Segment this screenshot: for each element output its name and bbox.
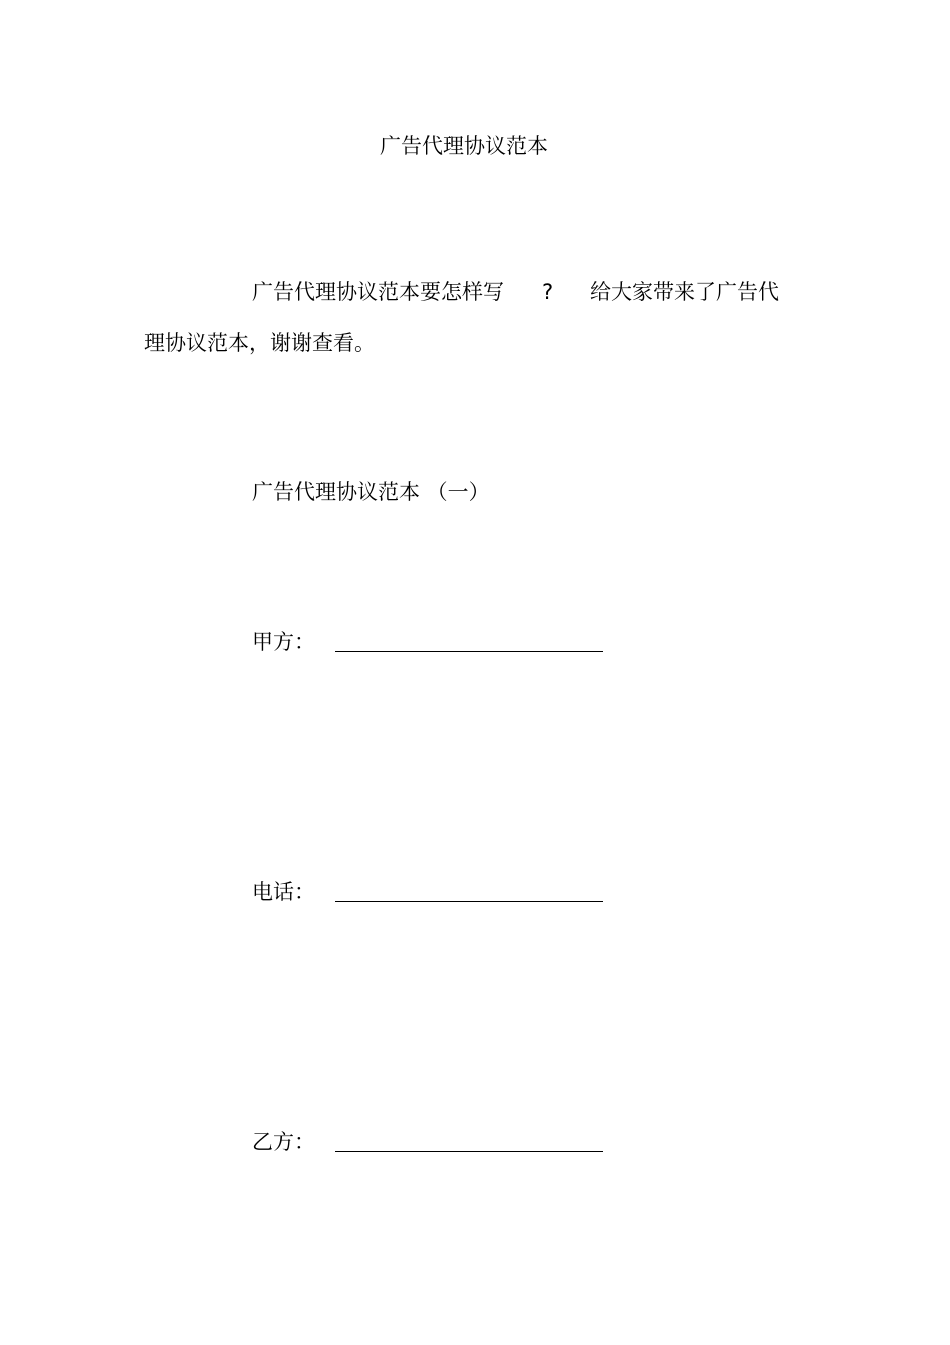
party-b-blank-line bbox=[335, 1150, 603, 1152]
document-title: 广告代理协议范本 bbox=[380, 134, 548, 158]
intro-text-line1-part1: 广告代理协议范本要怎样写 bbox=[252, 280, 504, 304]
intro-question-mark: ? bbox=[542, 280, 554, 304]
party-b-field bbox=[252, 1118, 603, 1158]
party-a-label: 甲方： bbox=[252, 630, 315, 654]
phone-blank-line bbox=[335, 900, 603, 902]
intro-text-line2: 理协议范本，谢谢查看。 bbox=[144, 331, 375, 355]
phone-field bbox=[252, 868, 603, 908]
party-a-field bbox=[252, 618, 603, 658]
party-a-blank-line bbox=[335, 650, 603, 652]
section-heading: 广告代理协议范本 （一） bbox=[252, 480, 490, 504]
party-b-label: 乙方： bbox=[252, 1130, 315, 1154]
intro-text-line1-part2: 给大家带来了广告代 bbox=[590, 280, 779, 304]
phone-label: 电话： bbox=[252, 880, 315, 904]
